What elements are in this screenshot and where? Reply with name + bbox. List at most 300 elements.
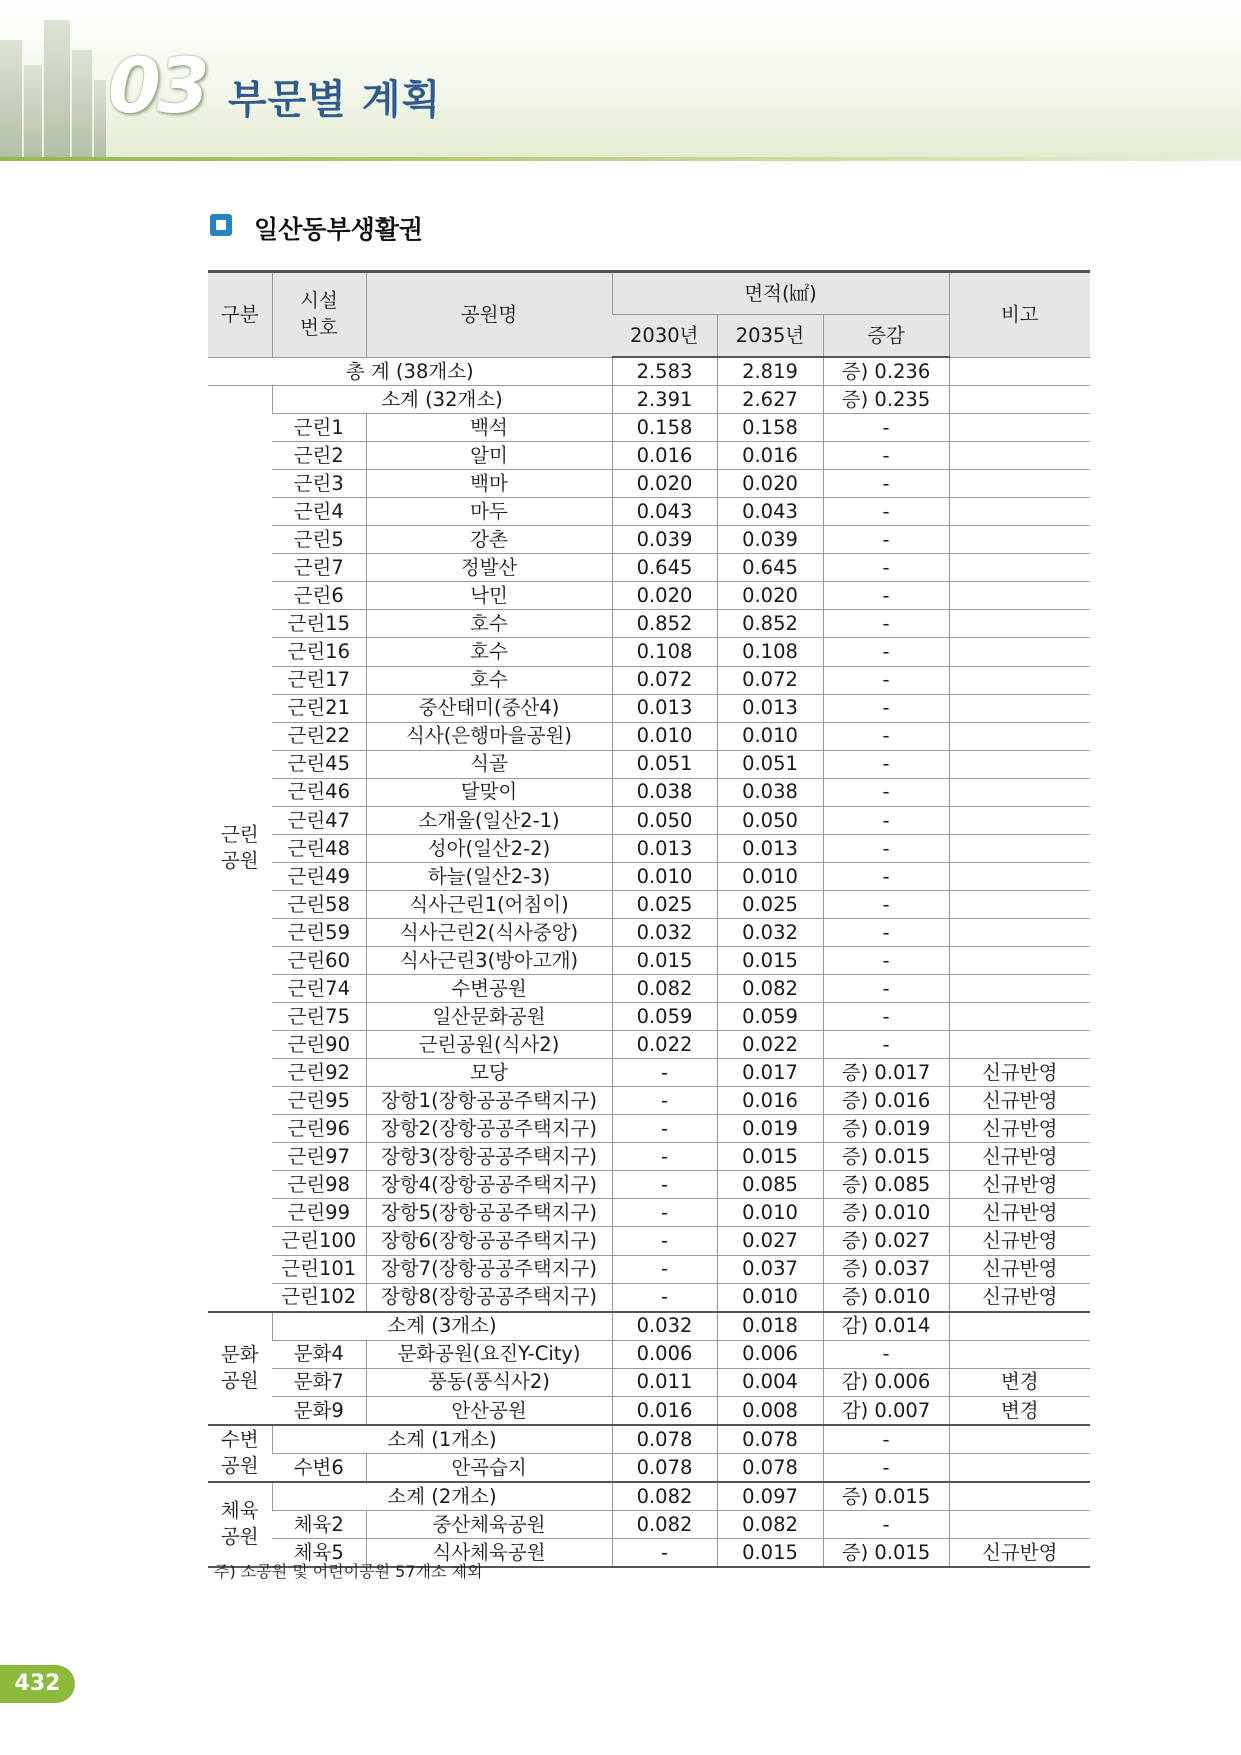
area-change: -: [823, 526, 949, 554]
facility-no: 근린5: [272, 526, 366, 554]
area-change: -: [823, 750, 949, 778]
remark: [949, 918, 1090, 946]
area-2035: 0.027: [717, 1227, 823, 1255]
remark: 신규반영: [949, 1227, 1090, 1255]
area-2030: 0.020: [612, 582, 717, 610]
area-2035: 0.051: [717, 750, 823, 778]
table-row: [208, 1087, 1090, 1115]
area-change: -: [823, 806, 949, 834]
area-change: -: [823, 918, 949, 946]
building-illustration: [44, 20, 70, 160]
area-2035: 0.082: [717, 975, 823, 1003]
facility-no: 근린99: [272, 1199, 366, 1227]
area-2030: -: [612, 1059, 717, 1087]
park-name: 호수: [366, 666, 612, 694]
area-change: -: [823, 442, 949, 470]
area-2035: 0.645: [717, 554, 823, 582]
area-change: 증) 0.010: [823, 1283, 949, 1312]
remark: [949, 442, 1090, 470]
park-name: 식골: [366, 750, 612, 778]
park-name: 하늘(일산2-3): [366, 862, 612, 890]
table-row: [208, 526, 1090, 554]
park-name: 장항8(장항공공주택지구): [366, 1283, 612, 1312]
footnote: 주) 소공원 및 어린이공원 57개소 제외: [214, 1562, 483, 1581]
area-2030: 0.059: [612, 1003, 717, 1031]
table-row: [208, 1283, 1090, 1312]
area-2035: 0.010: [717, 722, 823, 750]
area-2035: 0.158: [717, 414, 823, 442]
park-name: 문화공원(요진Y-City): [366, 1340, 612, 1368]
area-2030: 0.082: [612, 1510, 717, 1538]
facility-no: 근린96: [272, 1115, 366, 1143]
header-2035: 2035년: [717, 315, 823, 358]
area-change: -: [823, 582, 949, 610]
facility-no: 문화9: [272, 1396, 366, 1425]
remark: [949, 1453, 1090, 1482]
area-2030: -: [612, 1115, 717, 1143]
remark: [949, 610, 1090, 638]
area-change: -: [823, 1510, 949, 1538]
subtotal-row: [208, 1425, 1090, 1454]
area-change: 증) 0.010: [823, 1199, 949, 1227]
area-2035: 0.072: [717, 666, 823, 694]
subtotal-row: [208, 1482, 1090, 1511]
facility-no: 근린6: [272, 582, 366, 610]
area-2030: 0.043: [612, 498, 717, 526]
facility-no: 근린95: [272, 1087, 366, 1115]
area-2035: 0.078: [717, 1453, 823, 1482]
header-category: 구분: [208, 272, 272, 358]
remark: 신규반영: [949, 1059, 1090, 1087]
table-row: [208, 582, 1090, 610]
remark: 신규반영: [949, 1255, 1090, 1283]
area-2030: 0.022: [612, 1031, 717, 1059]
area-2030: 0.082: [612, 975, 717, 1003]
park-name: 장항7(장항공공주택지구): [366, 1255, 612, 1283]
remark: 신규반영: [949, 1283, 1090, 1312]
area-2030: -: [612, 1087, 717, 1115]
section-title: 일산동부생활권: [254, 215, 424, 244]
area-2030: 0.072: [612, 666, 717, 694]
remark: [949, 975, 1090, 1003]
facility-no: 근린21: [272, 694, 366, 722]
table-row: [208, 806, 1090, 834]
area-change: -: [823, 946, 949, 974]
facility-no: 근린45: [272, 750, 366, 778]
remark: [949, 778, 1090, 806]
subtotal-label: 소계 (2개소): [272, 1482, 612, 1511]
facility-no: 수변6: [272, 1453, 366, 1482]
table-row: [208, 554, 1090, 582]
area-2030: 0.050: [612, 806, 717, 834]
park-name: 풍동(풍식사2): [366, 1368, 612, 1396]
facility-no: 체육5: [272, 1538, 366, 1567]
total-label: 총 계 (38개소): [208, 357, 612, 386]
area-2035: 0.015: [717, 1143, 823, 1171]
facility-no: 근린59: [272, 918, 366, 946]
facility-no: 근린97: [272, 1143, 366, 1171]
area-change: -: [823, 975, 949, 1003]
header-change: 증감: [823, 315, 949, 358]
area-2035: 0.010: [717, 1199, 823, 1227]
category-label: 수변 공원: [208, 1425, 272, 1482]
remark: 신규반영: [949, 1143, 1090, 1171]
remark: [949, 862, 1090, 890]
table-row: [208, 1171, 1090, 1199]
area-change: 증) 0.015: [823, 1482, 949, 1511]
remark: 신규반영: [949, 1115, 1090, 1143]
area-change: 증) 0.027: [823, 1227, 949, 1255]
area-change: 감) 0.006: [823, 1368, 949, 1396]
facility-no: 근린49: [272, 862, 366, 890]
header-park-name: 공원명: [366, 272, 612, 358]
table-row: [208, 862, 1090, 890]
park-name: 식사근린3(방아고개): [366, 946, 612, 974]
header-facility-no: 시설 번호: [272, 272, 366, 358]
area-2030: 2.583: [612, 357, 717, 386]
remark: [949, 1031, 1090, 1059]
area-2035: 0.039: [717, 526, 823, 554]
table-row: [208, 834, 1090, 862]
area-2035: 0.019: [717, 1115, 823, 1143]
category-label: 문화 공원: [208, 1312, 272, 1425]
facility-no: 체육2: [272, 1510, 366, 1538]
remark: [949, 386, 1090, 414]
area-2035: 0.020: [717, 470, 823, 498]
area-2030: 0.010: [612, 862, 717, 890]
area-2035: 0.013: [717, 834, 823, 862]
remark: [949, 750, 1090, 778]
table-row: [208, 442, 1090, 470]
remark: [949, 357, 1090, 386]
facility-no: 근린46: [272, 778, 366, 806]
area-2030: 0.025: [612, 890, 717, 918]
area-2030: 0.645: [612, 554, 717, 582]
building-illustration: [24, 65, 42, 160]
area-change: -: [823, 862, 949, 890]
area-change: -: [823, 498, 949, 526]
remark: [949, 1510, 1090, 1538]
table-row: [208, 470, 1090, 498]
park-area-table: [208, 270, 1090, 1568]
area-2035: 0.082: [717, 1510, 823, 1538]
remark: [949, 638, 1090, 666]
area-2030: 0.078: [612, 1453, 717, 1482]
area-change: -: [823, 834, 949, 862]
area-2030: 0.039: [612, 526, 717, 554]
area-change: -: [823, 1031, 949, 1059]
park-name: 달맞이: [366, 778, 612, 806]
table-row: [208, 1227, 1090, 1255]
area-change: -: [823, 1425, 949, 1454]
area-change: 증) 0.235: [823, 386, 949, 414]
area-2030: -: [612, 1199, 717, 1227]
table-row: [208, 722, 1090, 750]
facility-no: 근린22: [272, 722, 366, 750]
remark: [949, 694, 1090, 722]
area-2030: 0.010: [612, 722, 717, 750]
area-2035: 0.059: [717, 1003, 823, 1031]
remark: 신규반영: [949, 1199, 1090, 1227]
table-row: [208, 610, 1090, 638]
table-row: [208, 1031, 1090, 1059]
area-change: 증) 0.017: [823, 1059, 949, 1087]
area-2030: 0.032: [612, 1312, 717, 1341]
area-2030: 0.158: [612, 414, 717, 442]
area-2035: 2.819: [717, 357, 823, 386]
area-2030: -: [612, 1255, 717, 1283]
facility-no: 근린92: [272, 1059, 366, 1087]
facility-no: 근린101: [272, 1255, 366, 1283]
remark: [949, 582, 1090, 610]
area-2035: 0.038: [717, 778, 823, 806]
remark: 신규반영: [949, 1171, 1090, 1199]
table-row: [208, 1368, 1090, 1396]
area-change: -: [823, 1003, 949, 1031]
park-name: 식사근린2(식사중앙): [366, 918, 612, 946]
facility-no: 근린16: [272, 638, 366, 666]
remark: [949, 1425, 1090, 1454]
area-2035: 0.108: [717, 638, 823, 666]
area-change: 감) 0.014: [823, 1312, 949, 1341]
chapter-banner: [0, 0, 1241, 160]
area-change: -: [823, 666, 949, 694]
subtotal-row: [208, 386, 1090, 414]
table-row: [208, 918, 1090, 946]
park-name: 마두: [366, 498, 612, 526]
area-2035: 0.013: [717, 694, 823, 722]
area-2035: 0.016: [717, 442, 823, 470]
park-name: 모당: [366, 1059, 612, 1087]
area-2035: 0.010: [717, 1283, 823, 1312]
remark: 신규반영: [949, 1087, 1090, 1115]
area-change: -: [823, 722, 949, 750]
table-row: [208, 498, 1090, 526]
header-2030: 2030년: [612, 315, 717, 358]
building-illustration: [94, 80, 106, 160]
area-2035: 0.006: [717, 1340, 823, 1368]
area-2035: 0.022: [717, 1031, 823, 1059]
table-row: [208, 750, 1090, 778]
remark: [949, 1340, 1090, 1368]
area-2035: 0.085: [717, 1171, 823, 1199]
area-change: -: [823, 890, 949, 918]
facility-no: 근린2: [272, 442, 366, 470]
area-2030: 0.078: [612, 1425, 717, 1454]
facility-no: 근린4: [272, 498, 366, 526]
table-body: [208, 357, 1090, 1567]
banner-underline: [0, 157, 1241, 161]
section-bullet-icon: [210, 214, 232, 236]
park-name: 장항6(장항공공주택지구): [366, 1227, 612, 1255]
table-row: [208, 1199, 1090, 1227]
park-name: 장항2(장항공공주택지구): [366, 1115, 612, 1143]
facility-no: 근린17: [272, 666, 366, 694]
facility-no: 근린74: [272, 975, 366, 1003]
area-2030: 0.016: [612, 442, 717, 470]
facility-no: 근린58: [272, 890, 366, 918]
facility-no: 근린3: [272, 470, 366, 498]
subtotal-label: 소계 (3개소): [272, 1312, 612, 1341]
remark: [949, 526, 1090, 554]
area-2035: 0.004: [717, 1368, 823, 1396]
facility-no: 근린47: [272, 806, 366, 834]
facility-no: 근린90: [272, 1031, 366, 1059]
park-name: 안산공원: [366, 1396, 612, 1425]
building-illustration: [72, 50, 92, 160]
park-name: 장항1(장항공공주택지구): [366, 1087, 612, 1115]
remark: 변경: [949, 1396, 1090, 1425]
table-row: [208, 1003, 1090, 1031]
area-2030: -: [612, 1538, 717, 1567]
remark: [949, 554, 1090, 582]
remark: [949, 722, 1090, 750]
park-name: 중산체육공원: [366, 1510, 612, 1538]
park-name: 근린공원(식사2): [366, 1031, 612, 1059]
area-change: -: [823, 470, 949, 498]
area-change: -: [823, 1453, 949, 1482]
facility-no: 근린75: [272, 1003, 366, 1031]
area-2035: 0.025: [717, 890, 823, 918]
remark: [949, 470, 1090, 498]
area-2030: 0.011: [612, 1368, 717, 1396]
area-change: 증) 0.019: [823, 1115, 949, 1143]
park-name: 장항3(장항공공주택지구): [366, 1143, 612, 1171]
table-row: [208, 1115, 1090, 1143]
area-change: 증) 0.015: [823, 1143, 949, 1171]
park-name: 백마: [366, 470, 612, 498]
area-2030: 0.013: [612, 694, 717, 722]
area-2030: -: [612, 1171, 717, 1199]
remark: [949, 1482, 1090, 1511]
table-row: [208, 946, 1090, 974]
area-2035: 0.050: [717, 806, 823, 834]
area-2030: 0.051: [612, 750, 717, 778]
facility-no: 근린102: [272, 1283, 366, 1312]
page-number: 432: [0, 1665, 75, 1703]
remark: [949, 806, 1090, 834]
area-change: 증) 0.015: [823, 1538, 949, 1567]
area-2030: 0.006: [612, 1340, 717, 1368]
park-name: 알미: [366, 442, 612, 470]
area-2030: -: [612, 1227, 717, 1255]
facility-no: 근린15: [272, 610, 366, 638]
area-2030: 0.038: [612, 778, 717, 806]
area-2035: 0.010: [717, 862, 823, 890]
facility-no: 근린98: [272, 1171, 366, 1199]
area-change: -: [823, 778, 949, 806]
area-2035: 2.627: [717, 386, 823, 414]
chapter-title: 부문별 계획: [228, 77, 442, 123]
park-name: 식사(은행마을공원): [366, 722, 612, 750]
remark: [949, 1312, 1090, 1341]
area-2030: -: [612, 1283, 717, 1312]
park-name: 소개울(일산2-1): [366, 806, 612, 834]
remark: [949, 498, 1090, 526]
subtotal-label: 소계 (32개소): [272, 386, 612, 414]
area-2030: 0.015: [612, 946, 717, 974]
remark: [949, 890, 1090, 918]
park-name: 장항4(장항공공주택지구): [366, 1171, 612, 1199]
area-2035: 0.032: [717, 918, 823, 946]
area-2035: 0.037: [717, 1255, 823, 1283]
area-2035: 0.097: [717, 1482, 823, 1511]
table-row: [208, 778, 1090, 806]
table-row: [208, 1396, 1090, 1425]
park-name: 식사근린1(어침이): [366, 890, 612, 918]
park-name: 중산태미(중산4): [366, 694, 612, 722]
area-change: 증) 0.236: [823, 357, 949, 386]
area-2035: 0.852: [717, 610, 823, 638]
area-2035: 0.015: [717, 1538, 823, 1567]
area-change: -: [823, 610, 949, 638]
table-row: [208, 1059, 1090, 1087]
remark: [949, 1003, 1090, 1031]
area-change: -: [823, 638, 949, 666]
area-change: -: [823, 694, 949, 722]
table-row: [208, 1255, 1090, 1283]
area-change: 증) 0.016: [823, 1087, 949, 1115]
park-name: 일산문화공원: [366, 1003, 612, 1031]
area-2030: 0.016: [612, 1396, 717, 1425]
area-2030: 0.082: [612, 1482, 717, 1511]
facility-no: 근린100: [272, 1227, 366, 1255]
area-change: -: [823, 1340, 949, 1368]
park-name: 성아(일산2-2): [366, 834, 612, 862]
area-change: -: [823, 554, 949, 582]
table-row: [208, 1340, 1090, 1368]
table-row: [208, 1143, 1090, 1171]
table-row: [208, 1453, 1090, 1482]
park-name: 안곡습지: [366, 1453, 612, 1482]
facility-no: 근린7: [272, 554, 366, 582]
facility-no: 근린60: [272, 946, 366, 974]
table-row: [208, 890, 1090, 918]
area-change: 증) 0.085: [823, 1171, 949, 1199]
header-area: 면적(㎢): [612, 272, 949, 315]
facility-no: 근린1: [272, 414, 366, 442]
area-2030: -: [612, 1143, 717, 1171]
remark: [949, 834, 1090, 862]
area-2030: 0.032: [612, 918, 717, 946]
facility-no: 문화4: [272, 1340, 366, 1368]
table-row: [208, 975, 1090, 1003]
park-name: 호수: [366, 638, 612, 666]
table-row: [208, 414, 1090, 442]
area-2030: 0.013: [612, 834, 717, 862]
header-remark: 비고: [949, 272, 1090, 358]
area-2035: 0.020: [717, 582, 823, 610]
area-2030: 2.391: [612, 386, 717, 414]
area-2030: 0.108: [612, 638, 717, 666]
remark: [949, 666, 1090, 694]
facility-no: 문화7: [272, 1368, 366, 1396]
subtotal-label: 소계 (1개소): [272, 1425, 612, 1454]
area-2035: 0.078: [717, 1425, 823, 1454]
area-2035: 0.043: [717, 498, 823, 526]
building-illustration: [0, 40, 22, 160]
table-row: [208, 666, 1090, 694]
park-name: 호수: [366, 610, 612, 638]
area-2035: 0.008: [717, 1396, 823, 1425]
table-row: [208, 638, 1090, 666]
chapter-number: 03: [108, 41, 206, 130]
park-name: 정발산: [366, 554, 612, 582]
area-change: 증) 0.037: [823, 1255, 949, 1283]
remark: 신규반영: [949, 1538, 1090, 1567]
park-name: 강촌: [366, 526, 612, 554]
park-name: 장항5(장항공공주택지구): [366, 1199, 612, 1227]
